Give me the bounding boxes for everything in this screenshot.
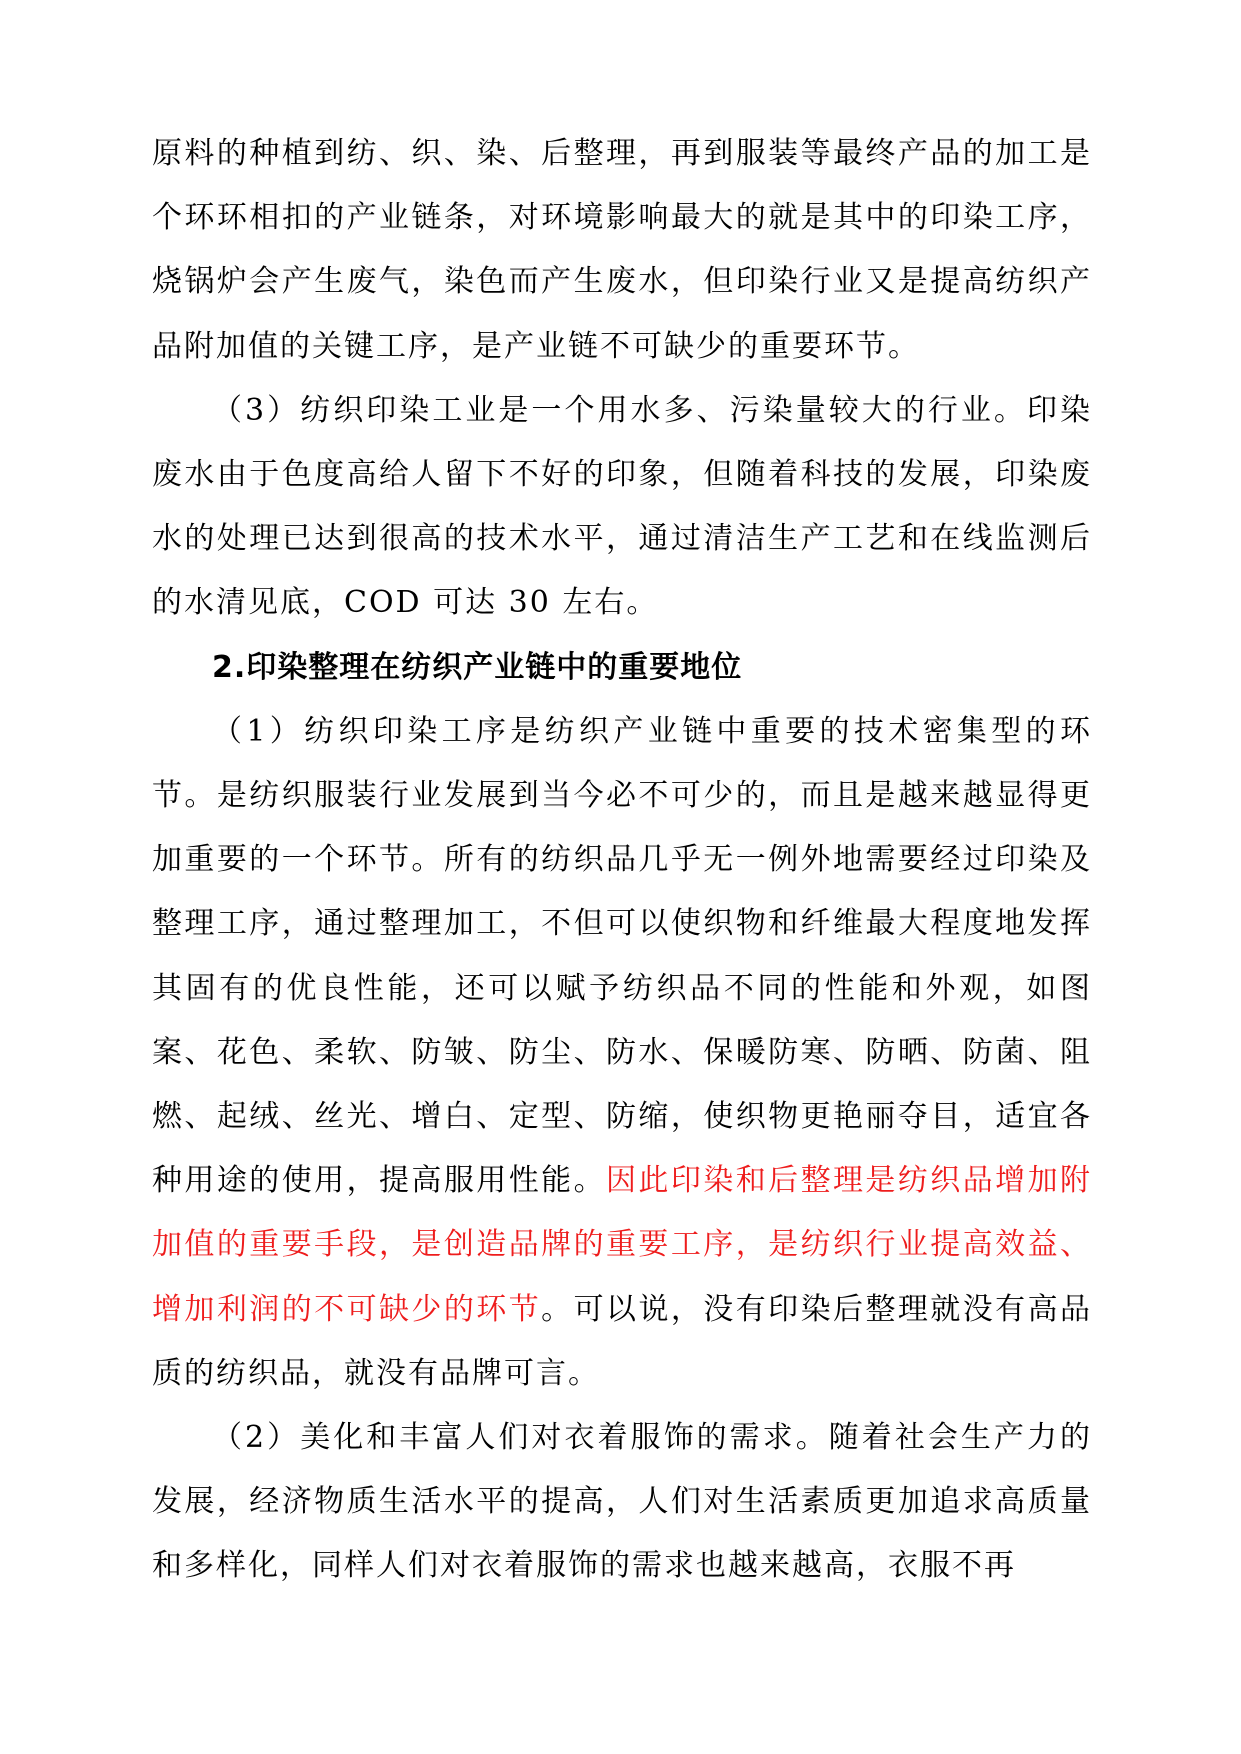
paragraph-importance xyxy=(152,700,1092,1406)
highlighted-text: 因此印染和后整理是纺织品增加附加值的重要手段，是创造品牌的重要工序，是纺织行业提高效益、增加利润的不可缺少的环节 xyxy=(152,1163,1092,1327)
document-page xyxy=(152,122,1092,1599)
paragraph-wastewater: （3）纺织印染工业是一个用水多、污染量较大的行业。印染废水由于色度高给人留下不好的印象，但随着科技的发展，印染废水的处理已达到很高的技术水平，通过清洁生产工艺和在线监测后的水清见底，COD 可达 30 左右。 xyxy=(152,392,1092,621)
paragraph-importance-tail: 。可以说，没有印染后整理就没有高品质的纺织品，就没有品牌可言。 xyxy=(152,1291,1093,1391)
paragraph-industry-chain: 原料的种植到纺、织、染、后整理，再到服装等最终产品的加工是个环环相扣的产业链条，对环境影响最大的就是其中的印染工序，烧锅炉会产生废气，染色而产生废水，但印染行业又是提高纺织产品附加值的关键工序，是产业链不可缺少的重要环节。 xyxy=(152,136,1092,364)
paragraph-clothing-demand: （2）美化和丰富人们对衣着服饰的需求。随着社会生产力的发展，经济物质生活水平的提高，人们对生活素质更加追求高质量和多样化，同样人们对衣着服饰的需求也越来越高，衣服不再 xyxy=(152,1420,1092,1584)
section-heading: 2.印染整理在纺织产业链中的重要地位 xyxy=(212,649,743,685)
paragraph-importance-text: （1）纺织印染工序是纺织产业链中重要的技术密集型的环节。是纺织服装行业发展到当今必不可少的，而且是越来越显得更加重要的一个环节。所有的纺织品几乎无一例外地需要经过印染及整理工序，通过整理加工，不但可以使织物和纤维最大程度地发挥其固有的优良性能，还可以赋予纺织品不同的性能和外观，如图案、花色、柔软、防皱、防尘、防水、保暖防寒、防晒、防菌、阻燃、起绒、丝光、增白、定型、防缩，使织物更艳丽夺目，适宜各种用途的使用，提高服用性能。 xyxy=(152,713,1092,1199)
